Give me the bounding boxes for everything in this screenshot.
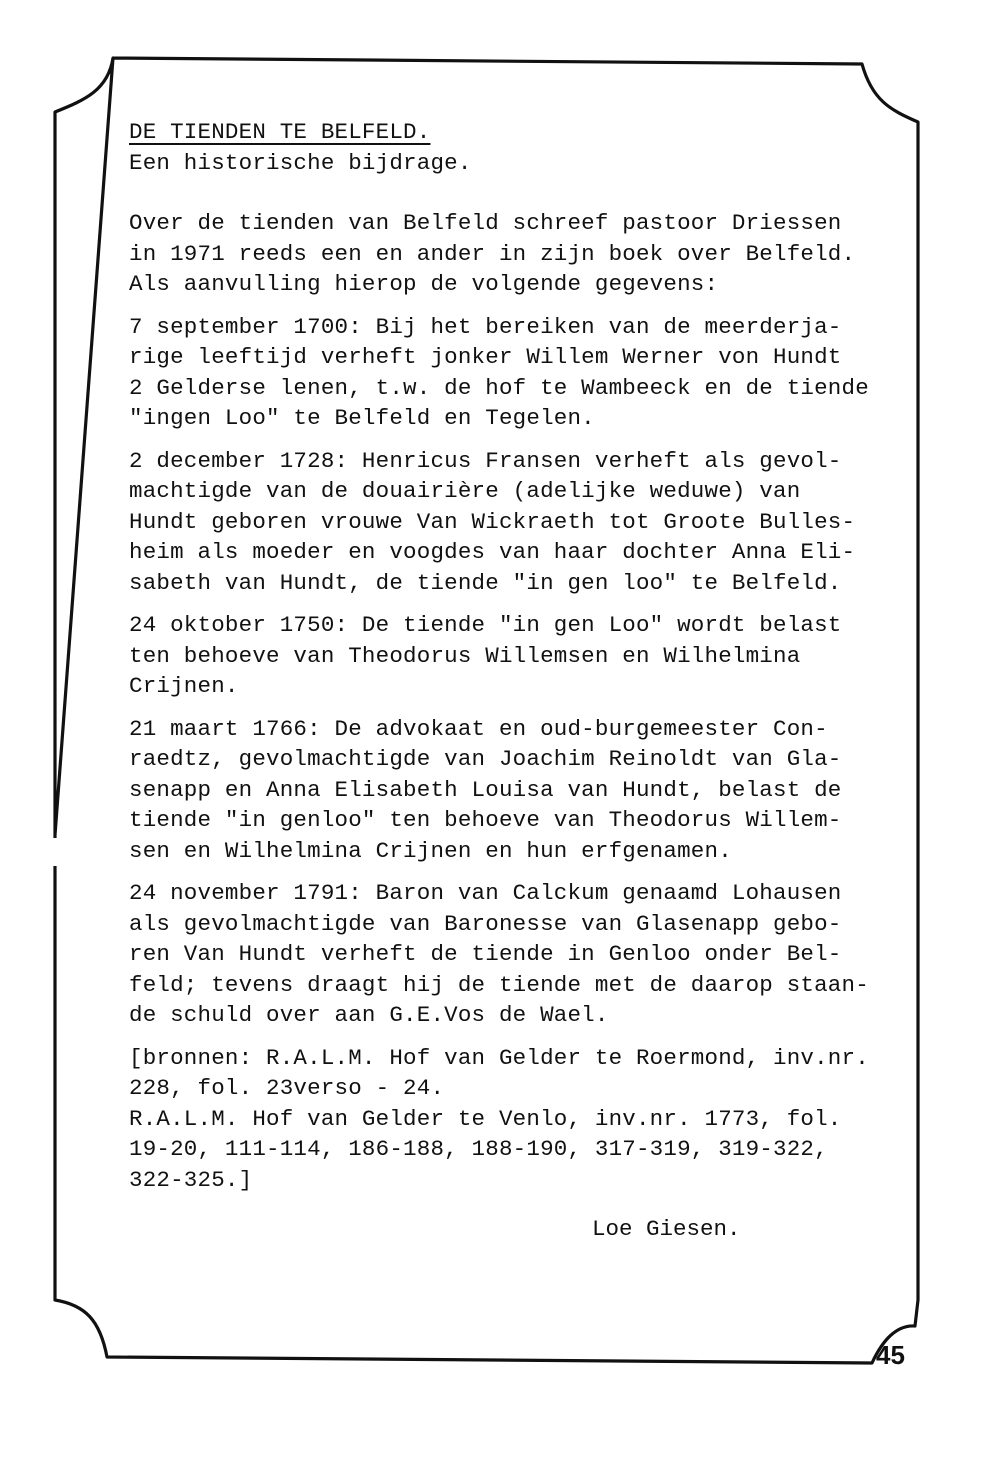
entry-line: heim als moeder en voogdes van haar dochter Anna Eli- xyxy=(129,539,856,565)
author-signature: Loe Giesen. xyxy=(592,1216,741,1242)
source-line: R.A.L.M. Hof van Gelder te Venlo, inv.nr. 1773, fol. xyxy=(129,1105,842,1132)
entry-1700 xyxy=(129,312,929,434)
entry-1750 xyxy=(129,610,929,702)
entry-line: ren Van Hundt verheft de tiende in Genloo onder Bel- xyxy=(129,941,842,967)
intro-line: Als aanvulling hierop de volgende gegevens: xyxy=(129,271,719,297)
entry-line: 24 oktober 1750: De tiende "in gen Loo" wordt belast xyxy=(129,612,842,638)
entry-line: sen en Wilhelmina Crijnen en hun erfgenamen. xyxy=(129,837,732,864)
entry-line: 2 december 1728: Henricus Fransen verheft als gevol- xyxy=(129,447,842,474)
entry-line: de schuld over aan G.E.Vos de Wael. xyxy=(129,1002,609,1028)
frame-gap xyxy=(50,838,60,866)
entry-line: Hundt geboren vrouwe Van Wickraeth tot Groote Bulles- xyxy=(129,508,856,535)
entry-1791 xyxy=(129,878,929,1031)
entry-line: machtigde van de douairière (adelijke weduwe) van xyxy=(129,478,801,504)
entry-line: als gevolmachtigde van Baronesse van Glasenapp gebo- xyxy=(129,910,842,937)
source-line: 228, fol. 23verso - 24. xyxy=(129,1075,445,1101)
intro-line: in 1971 reeds een en ander in zijn boek over Belfeld. xyxy=(129,240,856,267)
entry-line: sabeth van Hundt, de tiende "in gen loo" te Belfeld. xyxy=(129,569,842,596)
entry-line: senapp en Anna Elisabeth Louisa van Hundt, belast de xyxy=(129,776,842,803)
article-title: DE TIENDEN TE BELFELD. xyxy=(129,119,431,145)
intro-paragraph xyxy=(129,208,929,300)
entry-1728 xyxy=(129,446,929,599)
entry-line: 2 Gelderse lenen, t.w. de hof te Wambeeck en de tiende xyxy=(129,374,869,401)
entry-line: "ingen Loo" te Belfeld en Tegelen. xyxy=(129,405,595,431)
entry-line: rige leeftijd verheft jonker Willem Werner von Hundt xyxy=(129,344,842,370)
entry-line: feld; tevens draagt hij de tiende met de daarop staan- xyxy=(129,971,869,998)
entry-line: 7 september 1700: Bij het bereiken van de meerderja- xyxy=(129,313,842,340)
intro-line: Over de tienden van Belfeld schreef pastoor Driessen xyxy=(129,210,842,236)
source-line: [bronnen: R.A.L.M. Hof van Gelder te Roermond, inv.nr. xyxy=(129,1044,869,1071)
entry-line: tiende "in genloo" ten behoeve van Theodorus Willem- xyxy=(129,807,842,833)
entry-line: raedtz, gevolmachtigde van Joachim Reinoldt van Gla- xyxy=(129,746,842,772)
sources-block xyxy=(129,1043,929,1196)
entry-line: 24 november 1791: Baron van Calckum genaamd Lohausen xyxy=(129,880,842,906)
page-number: 45 xyxy=(876,1340,905,1370)
source-line: 322-325.] xyxy=(129,1166,253,1193)
article-body xyxy=(129,117,929,1195)
article-subtitle: Een historische bijdrage. xyxy=(129,149,472,176)
entry-1766 xyxy=(129,714,929,867)
source-line: 19-20, 111-114, 186-188, 188-190, 317-319, 319-322, xyxy=(129,1136,828,1162)
entry-line: 21 maart 1766: De advokaat en oud-burgemeester Con- xyxy=(129,715,828,742)
entry-line: Crijnen. xyxy=(129,673,239,699)
entry-line: ten behoeve van Theodorus Willemsen en Wilhelmina xyxy=(129,642,801,669)
